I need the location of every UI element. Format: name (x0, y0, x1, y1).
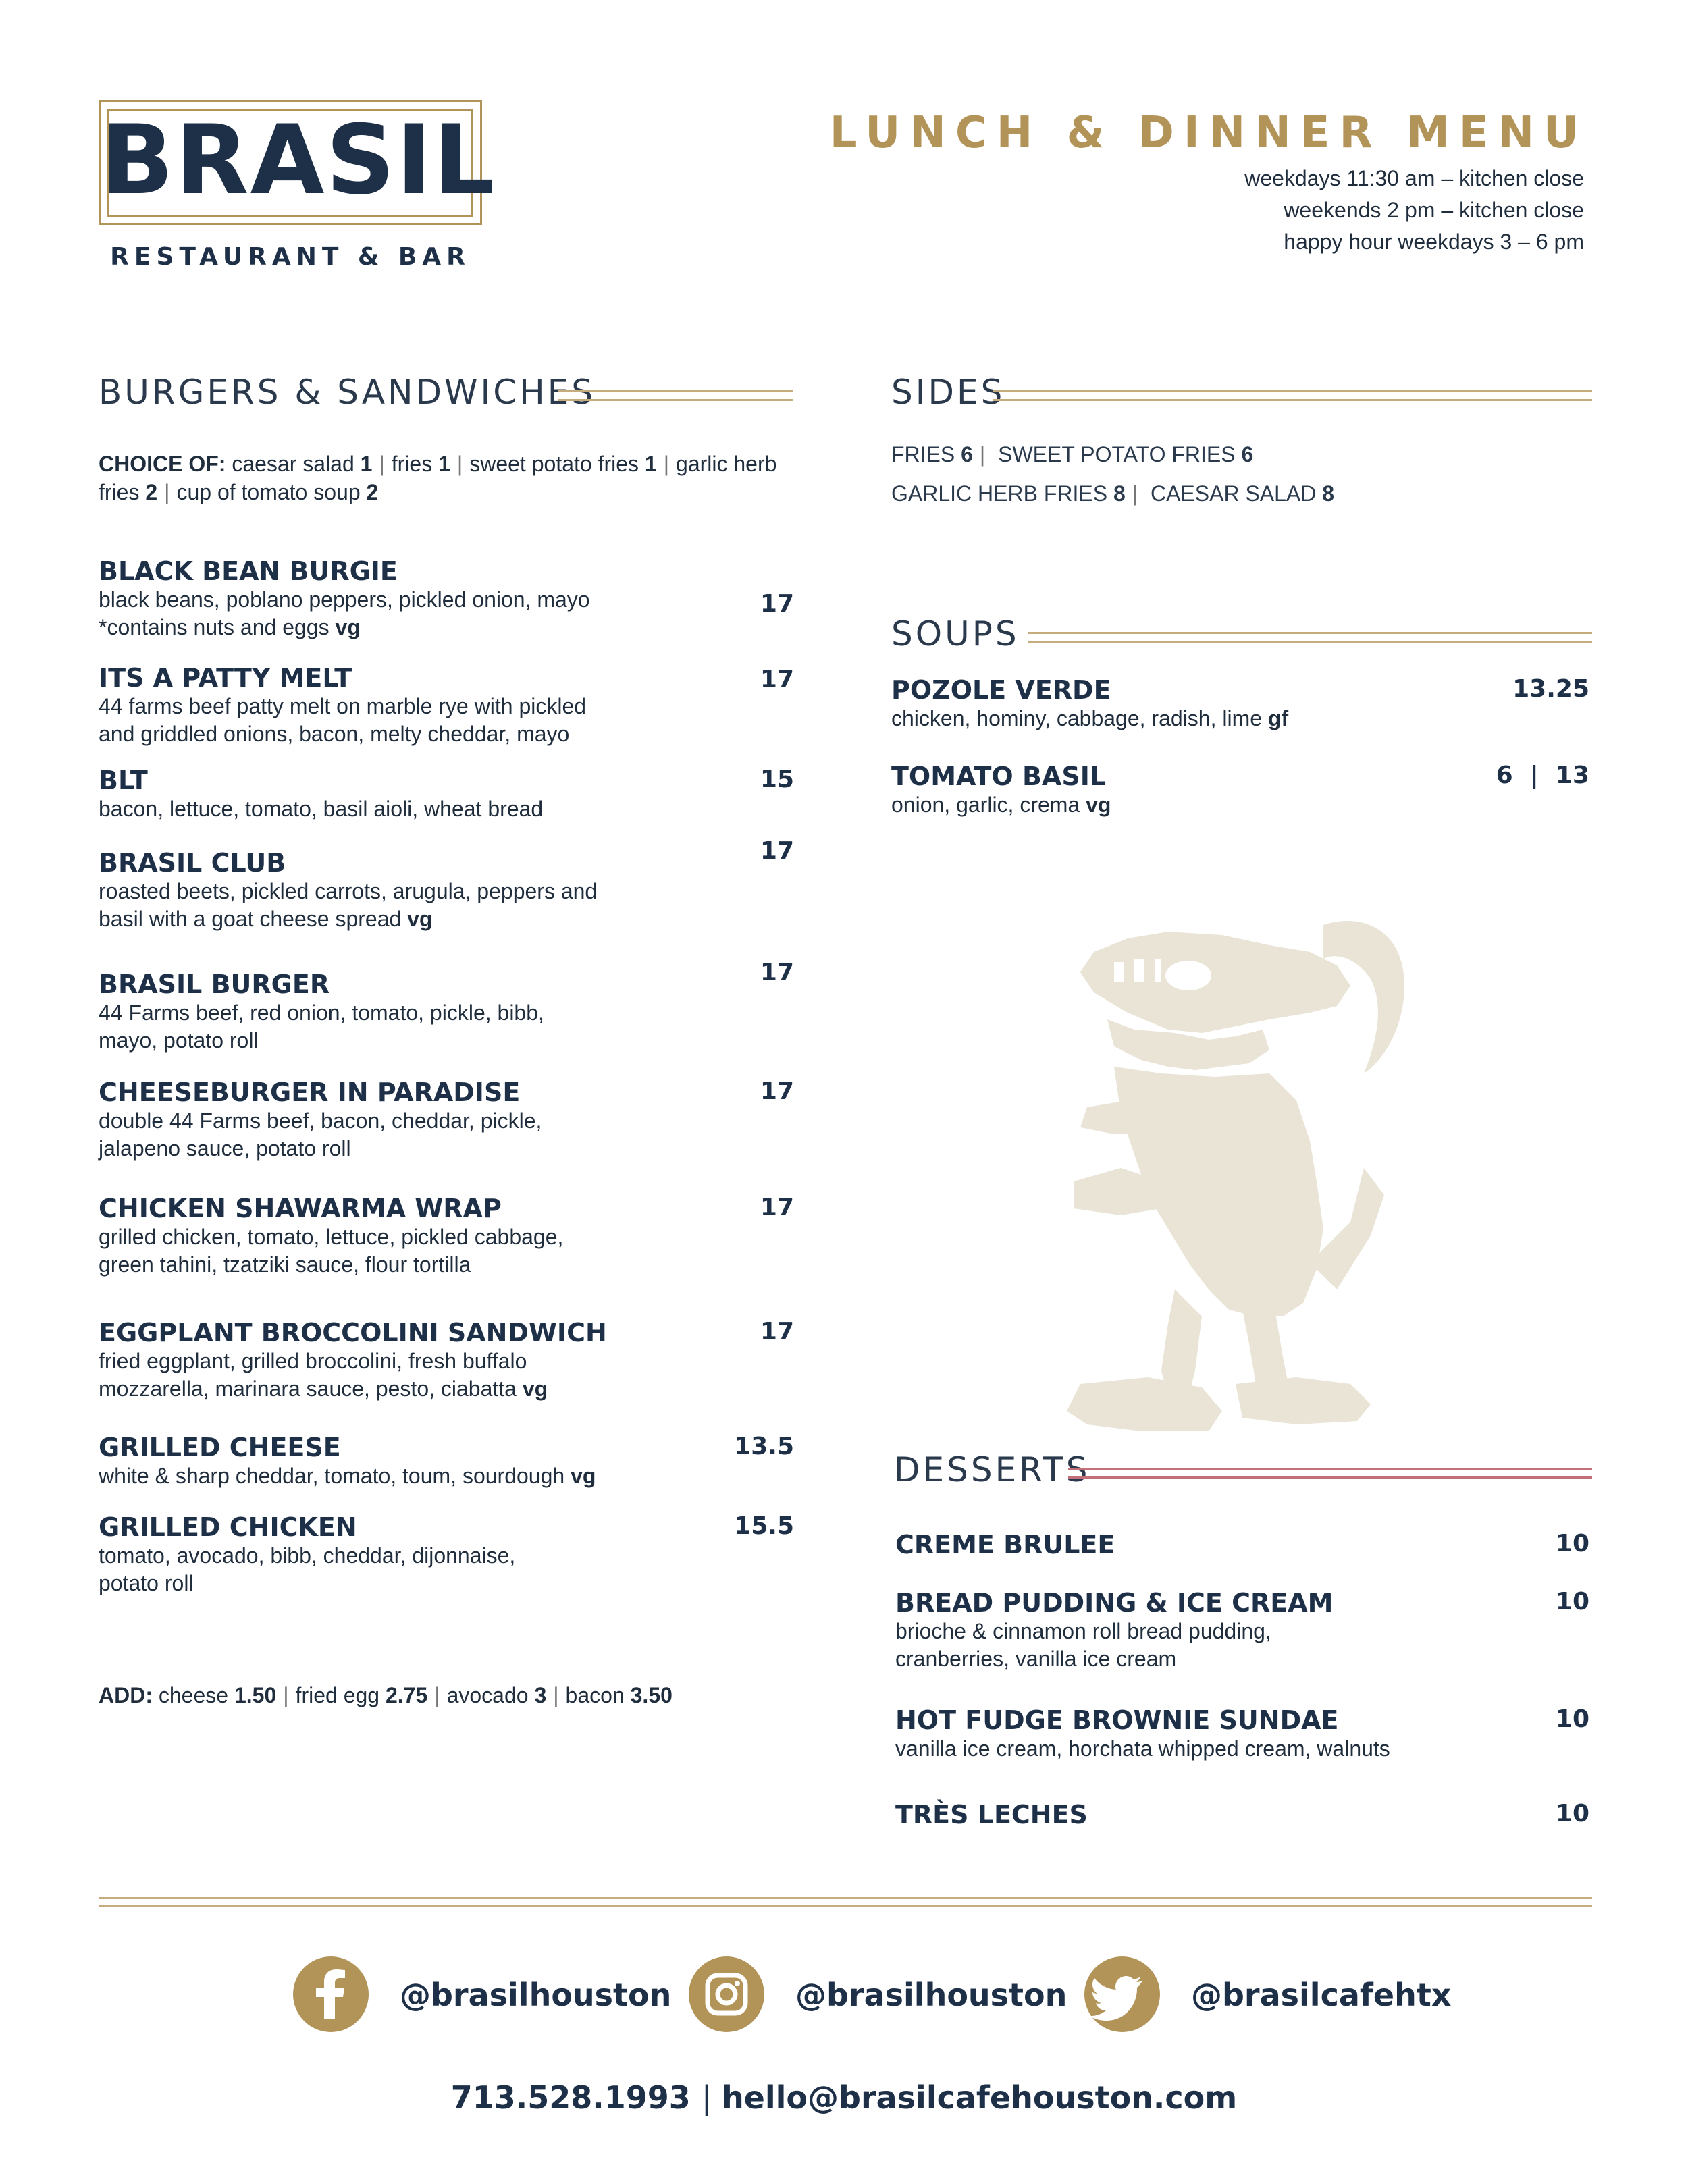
email-address[interactable]: hello@brasilcafehouston.com (721, 2079, 1238, 2116)
logo-wordmark: BRASIL (101, 105, 496, 216)
choice-item-name: fries (391, 452, 433, 476)
choice-item-name: cup of tomato soup (176, 480, 361, 504)
diet-tag: vg (1086, 793, 1111, 817)
item-desc: jalapeno sauce, potato roll (99, 1136, 351, 1161)
hours-weekdays: weekdays 11:30 am – kitchen close (1244, 166, 1584, 190)
hours-weekends: weekends 2 pm – kitchen close (1284, 198, 1584, 222)
item-desc: mozzarella, marinara sauce, pesto, ciabatta (99, 1377, 517, 1401)
side-price: 8 (1113, 481, 1126, 506)
menu-item-cheeseburger (99, 1077, 794, 1163)
diet-tag: vg (407, 907, 433, 931)
side-price: 6 (961, 442, 973, 467)
item-desc: basil with a goat cheese spread (99, 907, 402, 931)
item-desc: roasted beets, pickled carrots, arugula, peppers and (99, 879, 598, 903)
twitter-link[interactable] (1084, 1956, 1160, 2032)
item-name: CHICKEN SHAWARMA WRAP (99, 1194, 502, 1223)
side-name: FRIES (891, 442, 955, 467)
item-name: TOMATO BASIL (891, 762, 1107, 791)
menu-item-grilled-cheese (99, 1433, 794, 1490)
menu-item-grilled-chicken (99, 1512, 794, 1597)
item-price: 10 (1555, 1705, 1589, 1733)
facebook-handle[interactable]: @brasilhouston (400, 1977, 672, 2013)
soups-section-title: SOUPS (891, 614, 1020, 654)
sides-list: FRIES 6 | SWEET POTATO FRIES 6 GARLIC HERB FRIES 8 | CAESAR SALAD 8 (891, 442, 1335, 506)
footer-rule (99, 1897, 1592, 1907)
burgers-title-rule (558, 390, 793, 401)
diet-tag: vg (571, 1464, 596, 1488)
twitter-handle[interactable]: @brasilcafehtx (1191, 1977, 1452, 2013)
add-item-name: fried egg (295, 1683, 380, 1707)
add-item-name: avocado (446, 1683, 529, 1707)
choice-item-price: 2 (145, 480, 158, 504)
instagram-icon (689, 1956, 764, 2032)
item-name: BLACK BEAN BURGIE (99, 556, 398, 586)
facebook-icon (293, 1956, 369, 2032)
item-price: 17 (760, 959, 794, 986)
side-name: GARLIC HERB FRIES (891, 481, 1108, 506)
item-desc: mayo, potato roll (99, 1028, 259, 1053)
item-desc: potato roll (99, 1571, 194, 1595)
creature-illustration-icon (1067, 911, 1418, 1438)
add-label: ADD: (99, 1683, 153, 1707)
item-price: 10 (1555, 1800, 1589, 1828)
item-desc: 44 Farms beef, red onion, tomato, pickle, bibb, (99, 1001, 544, 1025)
soups-title-rule (1028, 632, 1592, 643)
sides-title-rule (993, 390, 1592, 401)
desserts-title-rule (1068, 1468, 1592, 1479)
choice-item-name: caesar salad (232, 452, 354, 476)
choice-item-price: 1 (644, 452, 657, 476)
item-desc: black beans, poblano peppers, pickled onion, mayo (99, 587, 590, 612)
desserts-section-title: DESSERTS (894, 1450, 1090, 1489)
add-item-price: 1.50 (234, 1683, 277, 1707)
item-name: CREME BRULEE (895, 1530, 1115, 1560)
logo-subtitle: RESTAURANT & BAR (110, 243, 471, 271)
sides-section-title: SIDES (891, 373, 1005, 412)
choice-item-price: 1 (438, 452, 450, 476)
item-name: POZOLE VERDE (891, 675, 1111, 705)
diet-tag: gf (1267, 706, 1289, 730)
item-desc: 44 farms beef patty melt on marble rye with pickled (99, 694, 587, 718)
side-price: 6 (1241, 442, 1254, 467)
phone-number[interactable]: 713.528.1993 (450, 2079, 691, 2116)
menu-item-black-bean-burgie (99, 556, 794, 641)
item-price: 10 (1555, 1530, 1589, 1557)
item-name: BRASIL CLUB (99, 848, 286, 878)
instagram-link[interactable] (689, 1956, 764, 2032)
item-price: 17 (760, 837, 794, 865)
side-name: SWEET POTATO FRIES (998, 442, 1236, 467)
item-desc: and griddled onions, bacon, melty cheddar, mayo (99, 722, 570, 746)
diet-tag: vg (335, 615, 361, 639)
item-desc: green tahini, tzatziki sauce, flour tortilla (99, 1252, 471, 1277)
menu-item-eggplant-sandwich (99, 1318, 794, 1403)
item-desc: vanilla ice cream, horchata whipped cream, walnuts (895, 1736, 1390, 1761)
choice-item-price: 1 (360, 452, 373, 476)
add-item-price: 2.75 (385, 1683, 428, 1707)
item-name: ITS A PATTY MELT (99, 663, 352, 693)
item-price: 17 (760, 666, 794, 693)
item-name: CHEESEBURGER IN PARADISE (99, 1077, 521, 1107)
item-name: BLT (99, 766, 148, 795)
choice-item-name: garlic herb fries (99, 452, 777, 504)
burgers-section-title: BURGERS & SANDWICHES (99, 373, 596, 412)
menu-item-brasil-club (99, 848, 794, 933)
item-name: BRASIL BURGER (99, 969, 330, 999)
item-desc: bacon, lettuce, tomato, basil aioli, wheat bread (99, 797, 544, 821)
menu-item-patty-melt (99, 663, 794, 748)
add-item-price: 3.50 (630, 1683, 672, 1707)
item-price: 6 | 13 (1496, 762, 1589, 789)
add-item-name: bacon (565, 1683, 625, 1707)
item-desc: cranberries, vanilla ice cream (895, 1647, 1177, 1671)
item-name: HOT FUDGE BROWNIE SUNDAE (895, 1705, 1339, 1735)
item-price: 15.5 (734, 1512, 794, 1540)
add-item-price: 3 (534, 1683, 547, 1707)
item-desc: tomato, avocado, bibb, cheddar, dijonnaise, (99, 1543, 516, 1568)
item-price: 13.25 (1512, 675, 1589, 703)
choice-of-line: CHOICE OF: caesar salad 1 | fries 1 | sweet potato fries 1 | garlic herb fries 2 | cup of tomato soup 2 (99, 452, 777, 504)
item-price: 17 (760, 1077, 794, 1105)
instagram-handle[interactable]: @brasilhouston (795, 1977, 1067, 2013)
item-desc: *contains nuts and eggs (99, 615, 329, 639)
item-name: TRÈS LECHES (895, 1800, 1088, 1830)
side-name: CAESAR SALAD (1150, 481, 1317, 506)
item-price: 10 (1555, 1588, 1589, 1616)
item-desc: chicken, hominy, cabbage, radish, lime (891, 706, 1263, 730)
item-desc: onion, garlic, crema (891, 793, 1080, 817)
item-price: 15 (760, 766, 794, 793)
menu-item-blt (99, 766, 794, 823)
add-ons-line: ADD: cheese 1.50 | fried egg 2.75 | avocado 3 | bacon 3.50 (99, 1683, 672, 1707)
logo (99, 100, 496, 225)
item-name: GRILLED CHICKEN (99, 1512, 357, 1542)
item-name: GRILLED CHEESE (99, 1433, 341, 1462)
facebook-link[interactable] (293, 1956, 369, 2032)
item-desc: brioche & cinnamon roll bread pudding, (895, 1619, 1271, 1643)
item-name: EGGPLANT BROCCOLINI SANDWICH (99, 1318, 607, 1348)
item-price: 17 (760, 1194, 794, 1221)
item-price: 17 (760, 590, 794, 618)
contact-line: 713.528.1993 | hello@brasilcafehouston.com (450, 2079, 1238, 2116)
side-price: 8 (1322, 481, 1335, 506)
hours-happy-hour: happy hour weekdays 3 – 6 pm (1284, 230, 1584, 254)
twitter-icon (1084, 1956, 1160, 2032)
item-desc: fried eggplant, grilled broccolini, fresh buffalo (99, 1349, 527, 1373)
diet-tag: vg (522, 1377, 548, 1401)
choice-label: CHOICE OF: (99, 452, 226, 476)
choice-item-name: sweet potato fries (469, 452, 639, 476)
menu-title: LUNCH & DINNER MENU (829, 108, 1588, 158)
menu-item-shawarma-wrap (99, 1194, 794, 1279)
item-name: BREAD PUDDING & ICE CREAM (895, 1588, 1334, 1618)
item-price: 13.5 (734, 1433, 794, 1460)
item-desc: grilled chicken, tomato, lettuce, pickled cabbage, (99, 1225, 564, 1249)
item-price: 17 (760, 1318, 794, 1346)
add-item-name: cheese (158, 1683, 229, 1707)
item-desc: white & sharp cheddar, tomato, toum, sourdough (99, 1464, 565, 1488)
menu-item-brasil-burger (99, 969, 794, 1055)
choice-item-price: 2 (366, 480, 379, 504)
item-desc: double 44 Farms beef, bacon, cheddar, pickle, (99, 1109, 542, 1133)
